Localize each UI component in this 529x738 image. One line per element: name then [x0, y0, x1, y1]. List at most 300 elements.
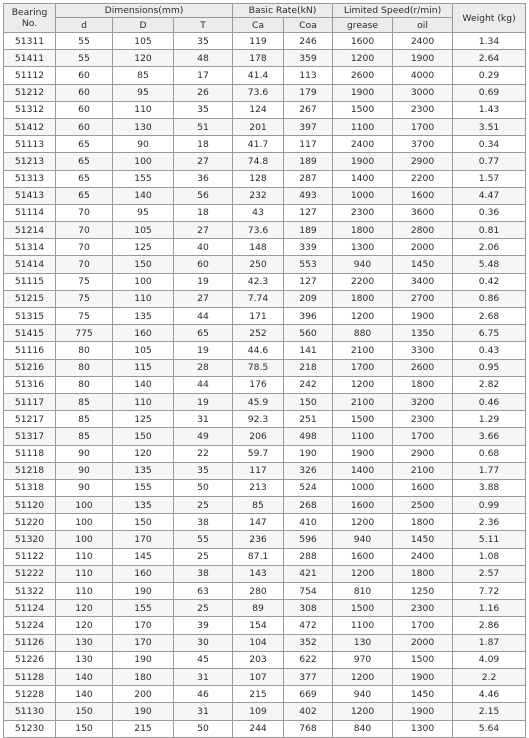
coa-cell: 377: [284, 668, 333, 685]
weight-cell: 5.11: [453, 531, 526, 548]
d-cell: 775: [56, 325, 113, 342]
big-d-cell: 105: [113, 33, 174, 50]
oil-cell: 1450: [393, 686, 453, 703]
oil-cell: 2100: [393, 462, 453, 479]
grease-cell: 1300: [333, 239, 393, 256]
t-cell: 30: [174, 634, 233, 651]
oil-cell: 1600: [393, 479, 453, 496]
t-cell: 19: [174, 393, 233, 410]
d-cell: 75: [56, 273, 113, 290]
ca-cell: 42.3: [233, 273, 284, 290]
grease-cell: 840: [333, 720, 393, 737]
table-row: [4, 222, 526, 239]
bearing-no-cell: 51230: [4, 720, 56, 737]
t-cell: 46: [174, 686, 233, 703]
weight-cell: 0.36: [453, 204, 526, 221]
oil-cell: 2500: [393, 497, 453, 514]
big-d-cell: 135: [113, 308, 174, 325]
t-cell: 55: [174, 531, 233, 548]
table-row: [4, 497, 526, 514]
big-d-cell: 200: [113, 686, 174, 703]
weight-cell: 3.51: [453, 118, 526, 135]
bearing-no-cell: 51113: [4, 136, 56, 153]
oil-cell: 2200: [393, 170, 453, 187]
t-cell: 25: [174, 600, 233, 617]
grease-cell: 1000: [333, 187, 393, 204]
t-cell: 35: [174, 101, 233, 118]
d-header: d: [56, 18, 113, 33]
big-d-cell: 95: [113, 84, 174, 101]
oil-cell: 1700: [393, 617, 453, 634]
grease-cell: 1200: [333, 50, 393, 67]
oil-cell: 1900: [393, 703, 453, 720]
oil-cell: 1800: [393, 514, 453, 531]
oil-cell: 1500: [393, 651, 453, 668]
t-cell: 31: [174, 668, 233, 685]
bearing-no-cell: 51216: [4, 359, 56, 376]
ca-cell: 171: [233, 308, 284, 325]
ca-cell: 232: [233, 187, 284, 204]
weight-cell: 0.29: [453, 67, 526, 84]
table-row: [4, 170, 526, 187]
grease-cell: 1100: [333, 118, 393, 135]
grease-cell: 1100: [333, 617, 393, 634]
big-d-cell: 215: [113, 720, 174, 737]
t-cell: 60: [174, 256, 233, 273]
weight-cell: 5.64: [453, 720, 526, 737]
coa-cell: 150: [284, 393, 333, 410]
grease-cell: 1000: [333, 479, 393, 496]
oil-cell: 2400: [393, 548, 453, 565]
weight-cell: 1.57: [453, 170, 526, 187]
ca-cell: 74.8: [233, 153, 284, 170]
coa-cell: 498: [284, 428, 333, 445]
coa-cell: 396: [284, 308, 333, 325]
table-row: [4, 565, 526, 582]
grease-cell: 2600: [333, 67, 393, 84]
ca-cell: 280: [233, 583, 284, 600]
table-row: [4, 703, 526, 720]
t-cell: 63: [174, 583, 233, 600]
weight-cell: 1.08: [453, 548, 526, 565]
ca-cell: 201: [233, 118, 284, 135]
d-cell: 100: [56, 497, 113, 514]
big-d-cell: 160: [113, 565, 174, 582]
grease-cell: 2400: [333, 136, 393, 153]
weight-cell: 0.99: [453, 497, 526, 514]
coa-cell: 117: [284, 136, 333, 153]
ca-cell: 89: [233, 600, 284, 617]
t-cell: 50: [174, 720, 233, 737]
d-cell: 120: [56, 617, 113, 634]
ca-cell: 7.74: [233, 290, 284, 307]
table-row: [4, 651, 526, 668]
weight-cell: 2.86: [453, 617, 526, 634]
coa-cell: 472: [284, 617, 333, 634]
oil-cell: 1350: [393, 325, 453, 342]
bearing-no-cell: 51212: [4, 84, 56, 101]
oil-cell: 3300: [393, 342, 453, 359]
coa-cell: 359: [284, 50, 333, 67]
t-cell: 25: [174, 497, 233, 514]
t-cell: 27: [174, 290, 233, 307]
bearing-no-cell: 51116: [4, 342, 56, 359]
oil-cell: 2300: [393, 101, 453, 118]
oil-cell: 3600: [393, 204, 453, 221]
d-cell: 60: [56, 101, 113, 118]
table-row: [4, 308, 526, 325]
bearing-no-cell: 51224: [4, 617, 56, 634]
table-row: [4, 325, 526, 342]
big-d-cell: 135: [113, 497, 174, 514]
weight-cell: 0.77: [453, 153, 526, 170]
grease-cell: 1600: [333, 497, 393, 514]
d-cell: 80: [56, 376, 113, 393]
coa-cell: 246: [284, 33, 333, 50]
oil-cell: 2000: [393, 634, 453, 651]
bearing-no-cell: 51124: [4, 600, 56, 617]
bearing-no-cell: 51318: [4, 479, 56, 496]
ca-cell: 92.3: [233, 411, 284, 428]
oil-cell: 1800: [393, 376, 453, 393]
ca-cell: 252: [233, 325, 284, 342]
coa-cell: 493: [284, 187, 333, 204]
t-cell: 51: [174, 118, 233, 135]
t-cell: 31: [174, 703, 233, 720]
ca-header: Ca: [233, 18, 284, 33]
grease-cell: 1600: [333, 548, 393, 565]
coa-cell: 209: [284, 290, 333, 307]
big-d-cell: 95: [113, 204, 174, 221]
ca-cell: 176: [233, 376, 284, 393]
grease-cell: 2100: [333, 342, 393, 359]
d-cell: 85: [56, 393, 113, 410]
ca-cell: 124: [233, 101, 284, 118]
d-cell: 130: [56, 634, 113, 651]
weight-cell: 2.06: [453, 239, 526, 256]
bearing-no-cell: 51226: [4, 651, 56, 668]
table-body: [4, 33, 526, 738]
big-d-cell: 190: [113, 583, 174, 600]
oil-cell: 1900: [393, 308, 453, 325]
oil-cell: 1700: [393, 428, 453, 445]
d-cell: 150: [56, 720, 113, 737]
oil-cell: 2900: [393, 153, 453, 170]
t-cell: 65: [174, 325, 233, 342]
d-cell: 60: [56, 118, 113, 135]
ca-cell: 154: [233, 617, 284, 634]
ca-cell: 73.6: [233, 84, 284, 101]
grease-cell: 2100: [333, 393, 393, 410]
oil-cell: 1450: [393, 256, 453, 273]
grease-cell: 1200: [333, 703, 393, 720]
bearing-no-cell: 51411: [4, 50, 56, 67]
big-d-cell: 190: [113, 651, 174, 668]
table-row: [4, 239, 526, 256]
oil-cell: 2700: [393, 290, 453, 307]
grease-cell: 880: [333, 325, 393, 342]
weight-cell: 0.68: [453, 445, 526, 462]
grease-cell: 1200: [333, 514, 393, 531]
weight-cell: 0.81: [453, 222, 526, 239]
weight-cell: 4.46: [453, 686, 526, 703]
weight-cell: 0.86: [453, 290, 526, 307]
t-cell: 35: [174, 462, 233, 479]
bearing-no-cell: 51214: [4, 222, 56, 239]
d-cell: 140: [56, 686, 113, 703]
ca-cell: 117: [233, 462, 284, 479]
weight-cell: 1.29: [453, 411, 526, 428]
bearing-no-cell: 51228: [4, 686, 56, 703]
t-cell: 38: [174, 565, 233, 582]
d-cell: 110: [56, 583, 113, 600]
table-row: [4, 153, 526, 170]
bearing-no-cell: 51311: [4, 33, 56, 50]
weight-cell: 2.36: [453, 514, 526, 531]
t-cell: 45: [174, 651, 233, 668]
grease-cell: 1500: [333, 600, 393, 617]
oil-cell: 1900: [393, 668, 453, 685]
oil-cell: 1600: [393, 187, 453, 204]
d-cell: 75: [56, 290, 113, 307]
grease-cell: 1900: [333, 84, 393, 101]
weight-cell: 0.69: [453, 84, 526, 101]
bearing-no-cell: 51413: [4, 187, 56, 204]
grease-cell: 1900: [333, 445, 393, 462]
ca-cell: 44.6: [233, 342, 284, 359]
big-d-cell: 125: [113, 411, 174, 428]
grease-cell: 1400: [333, 170, 393, 187]
ca-cell: 109: [233, 703, 284, 720]
weight-cell: 2.57: [453, 565, 526, 582]
coa-cell: 251: [284, 411, 333, 428]
oil-header: oil: [393, 18, 453, 33]
t-cell: 26: [174, 84, 233, 101]
weight-cell: 1.16: [453, 600, 526, 617]
t-cell: 19: [174, 273, 233, 290]
big-d-cell: 140: [113, 376, 174, 393]
ca-cell: 250: [233, 256, 284, 273]
table-row: [4, 118, 526, 135]
t-cell: 44: [174, 308, 233, 325]
t-cell: 27: [174, 222, 233, 239]
weight-cell: 1.77: [453, 462, 526, 479]
grease-cell: 1800: [333, 290, 393, 307]
table-header: [4, 4, 526, 33]
big-d-cell: 180: [113, 668, 174, 685]
weight-cell: 0.46: [453, 393, 526, 410]
ca-cell: 213: [233, 479, 284, 496]
d-cell: 75: [56, 308, 113, 325]
table-row: [4, 668, 526, 685]
t-cell: 19: [174, 342, 233, 359]
d-cell: 65: [56, 136, 113, 153]
d-cell: 120: [56, 600, 113, 617]
ca-cell: 107: [233, 668, 284, 685]
d-cell: 65: [56, 187, 113, 204]
oil-cell: 4000: [393, 67, 453, 84]
bearing-no-cell: 51412: [4, 118, 56, 135]
table-row: [4, 479, 526, 496]
d-cell: 90: [56, 479, 113, 496]
big-d-cell: 120: [113, 50, 174, 67]
big-d-cell: 100: [113, 153, 174, 170]
weight-cell: 2.15: [453, 703, 526, 720]
ca-cell: 178: [233, 50, 284, 67]
table-row: [4, 548, 526, 565]
coa-cell: 560: [284, 325, 333, 342]
oil-cell: 2000: [393, 239, 453, 256]
bearing-no-cell: 51317: [4, 428, 56, 445]
big-d-cell: 125: [113, 239, 174, 256]
d-cell: 80: [56, 342, 113, 359]
coa-cell: 242: [284, 376, 333, 393]
table-row: [4, 514, 526, 531]
big-d-cell: 170: [113, 531, 174, 548]
coa-cell: 267: [284, 101, 333, 118]
table-row: [4, 411, 526, 428]
grease-cell: 940: [333, 256, 393, 273]
big-d-cell: 155: [113, 600, 174, 617]
table-row: [4, 720, 526, 737]
big-d-cell: 155: [113, 170, 174, 187]
big-d-cell: 130: [113, 118, 174, 135]
t-cell: 28: [174, 359, 233, 376]
table-row: [4, 634, 526, 651]
coa-cell: 339: [284, 239, 333, 256]
coa-cell: 326: [284, 462, 333, 479]
ca-cell: 104: [233, 634, 284, 651]
oil-cell: 2300: [393, 600, 453, 617]
table-row: [4, 393, 526, 410]
weight-cell: 0.95: [453, 359, 526, 376]
t-cell: 27: [174, 153, 233, 170]
bearing-no-cell: 51128: [4, 668, 56, 685]
t-cell: 49: [174, 428, 233, 445]
d-cell: 70: [56, 239, 113, 256]
ca-cell: 206: [233, 428, 284, 445]
grease-cell: 810: [333, 583, 393, 600]
t-header: T: [174, 18, 233, 33]
weight-cell: 6.75: [453, 325, 526, 342]
oil-cell: 2600: [393, 359, 453, 376]
ca-cell: 78.5: [233, 359, 284, 376]
table-row: [4, 531, 526, 548]
weight-cell: 2.2: [453, 668, 526, 685]
weight-cell: 1.87: [453, 634, 526, 651]
table-row: [4, 187, 526, 204]
ca-cell: 147: [233, 514, 284, 531]
weight-cell: 0.42: [453, 273, 526, 290]
grease-cell: 1500: [333, 101, 393, 118]
grease-header: grease: [333, 18, 393, 33]
t-cell: 44: [174, 376, 233, 393]
weight-header: Weight (kg): [453, 4, 526, 33]
bearing-no-cell: 51320: [4, 531, 56, 548]
bearing-no-cell: 51322: [4, 583, 56, 600]
coa-cell: 596: [284, 531, 333, 548]
table-row: [4, 204, 526, 221]
t-cell: 48: [174, 50, 233, 67]
ca-cell: 244: [233, 720, 284, 737]
oil-cell: 1450: [393, 531, 453, 548]
d-cell: 60: [56, 67, 113, 84]
bearing-no-cell: 51415: [4, 325, 56, 342]
oil-cell: 1300: [393, 720, 453, 737]
grease-cell: 1200: [333, 668, 393, 685]
oil-cell: 1800: [393, 565, 453, 582]
bearing-no-cell: 51117: [4, 393, 56, 410]
ca-cell: 43: [233, 204, 284, 221]
ca-cell: 215: [233, 686, 284, 703]
d-cell: 80: [56, 359, 113, 376]
coa-cell: 524: [284, 479, 333, 496]
grease-cell: 1900: [333, 153, 393, 170]
big-d-cell: 160: [113, 325, 174, 342]
weight-cell: 2.82: [453, 376, 526, 393]
weight-cell: 1.34: [453, 33, 526, 50]
bearing-no-cell: 51217: [4, 411, 56, 428]
d-cell: 60: [56, 84, 113, 101]
ca-cell: 59.7: [233, 445, 284, 462]
oil-cell: 3400: [393, 273, 453, 290]
weight-cell: 1.43: [453, 101, 526, 118]
coa-cell: 190: [284, 445, 333, 462]
ca-cell: 41.7: [233, 136, 284, 153]
d-cell: 140: [56, 668, 113, 685]
table-row: [4, 67, 526, 84]
bearing-no-cell: 51313: [4, 170, 56, 187]
grease-cell: 1400: [333, 462, 393, 479]
d-cell: 85: [56, 411, 113, 428]
ca-cell: 119: [233, 33, 284, 50]
weight-cell: 7.72: [453, 583, 526, 600]
t-cell: 22: [174, 445, 233, 462]
ca-cell: 128: [233, 170, 284, 187]
grease-cell: 1500: [333, 411, 393, 428]
coa-cell: 421: [284, 565, 333, 582]
ca-cell: 143: [233, 565, 284, 582]
bearing-no-cell: 51122: [4, 548, 56, 565]
d-cell: 100: [56, 531, 113, 548]
oil-cell: 3000: [393, 84, 453, 101]
bearing-no-cell: 51112: [4, 67, 56, 84]
big-d-cell: 190: [113, 703, 174, 720]
big-d-cell: 105: [113, 342, 174, 359]
weight-cell: 0.43: [453, 342, 526, 359]
bearing-no-cell: 51312: [4, 101, 56, 118]
big-d-cell: 90: [113, 136, 174, 153]
t-cell: 25: [174, 548, 233, 565]
big-d-header: D: [113, 18, 174, 33]
big-d-cell: 155: [113, 479, 174, 496]
ca-cell: 148: [233, 239, 284, 256]
d-cell: 70: [56, 256, 113, 273]
coa-cell: 308: [284, 600, 333, 617]
coa-cell: 553: [284, 256, 333, 273]
table-row: [4, 101, 526, 118]
coa-cell: 397: [284, 118, 333, 135]
coa-cell: 218: [284, 359, 333, 376]
grease-cell: 1200: [333, 376, 393, 393]
table-row: [4, 583, 526, 600]
t-cell: 39: [174, 617, 233, 634]
bearing-no-cell: 51218: [4, 462, 56, 479]
bearing-no-cell: 51118: [4, 445, 56, 462]
bearing-no-cell: 51414: [4, 256, 56, 273]
grease-cell: 940: [333, 686, 393, 703]
t-cell: 31: [174, 411, 233, 428]
